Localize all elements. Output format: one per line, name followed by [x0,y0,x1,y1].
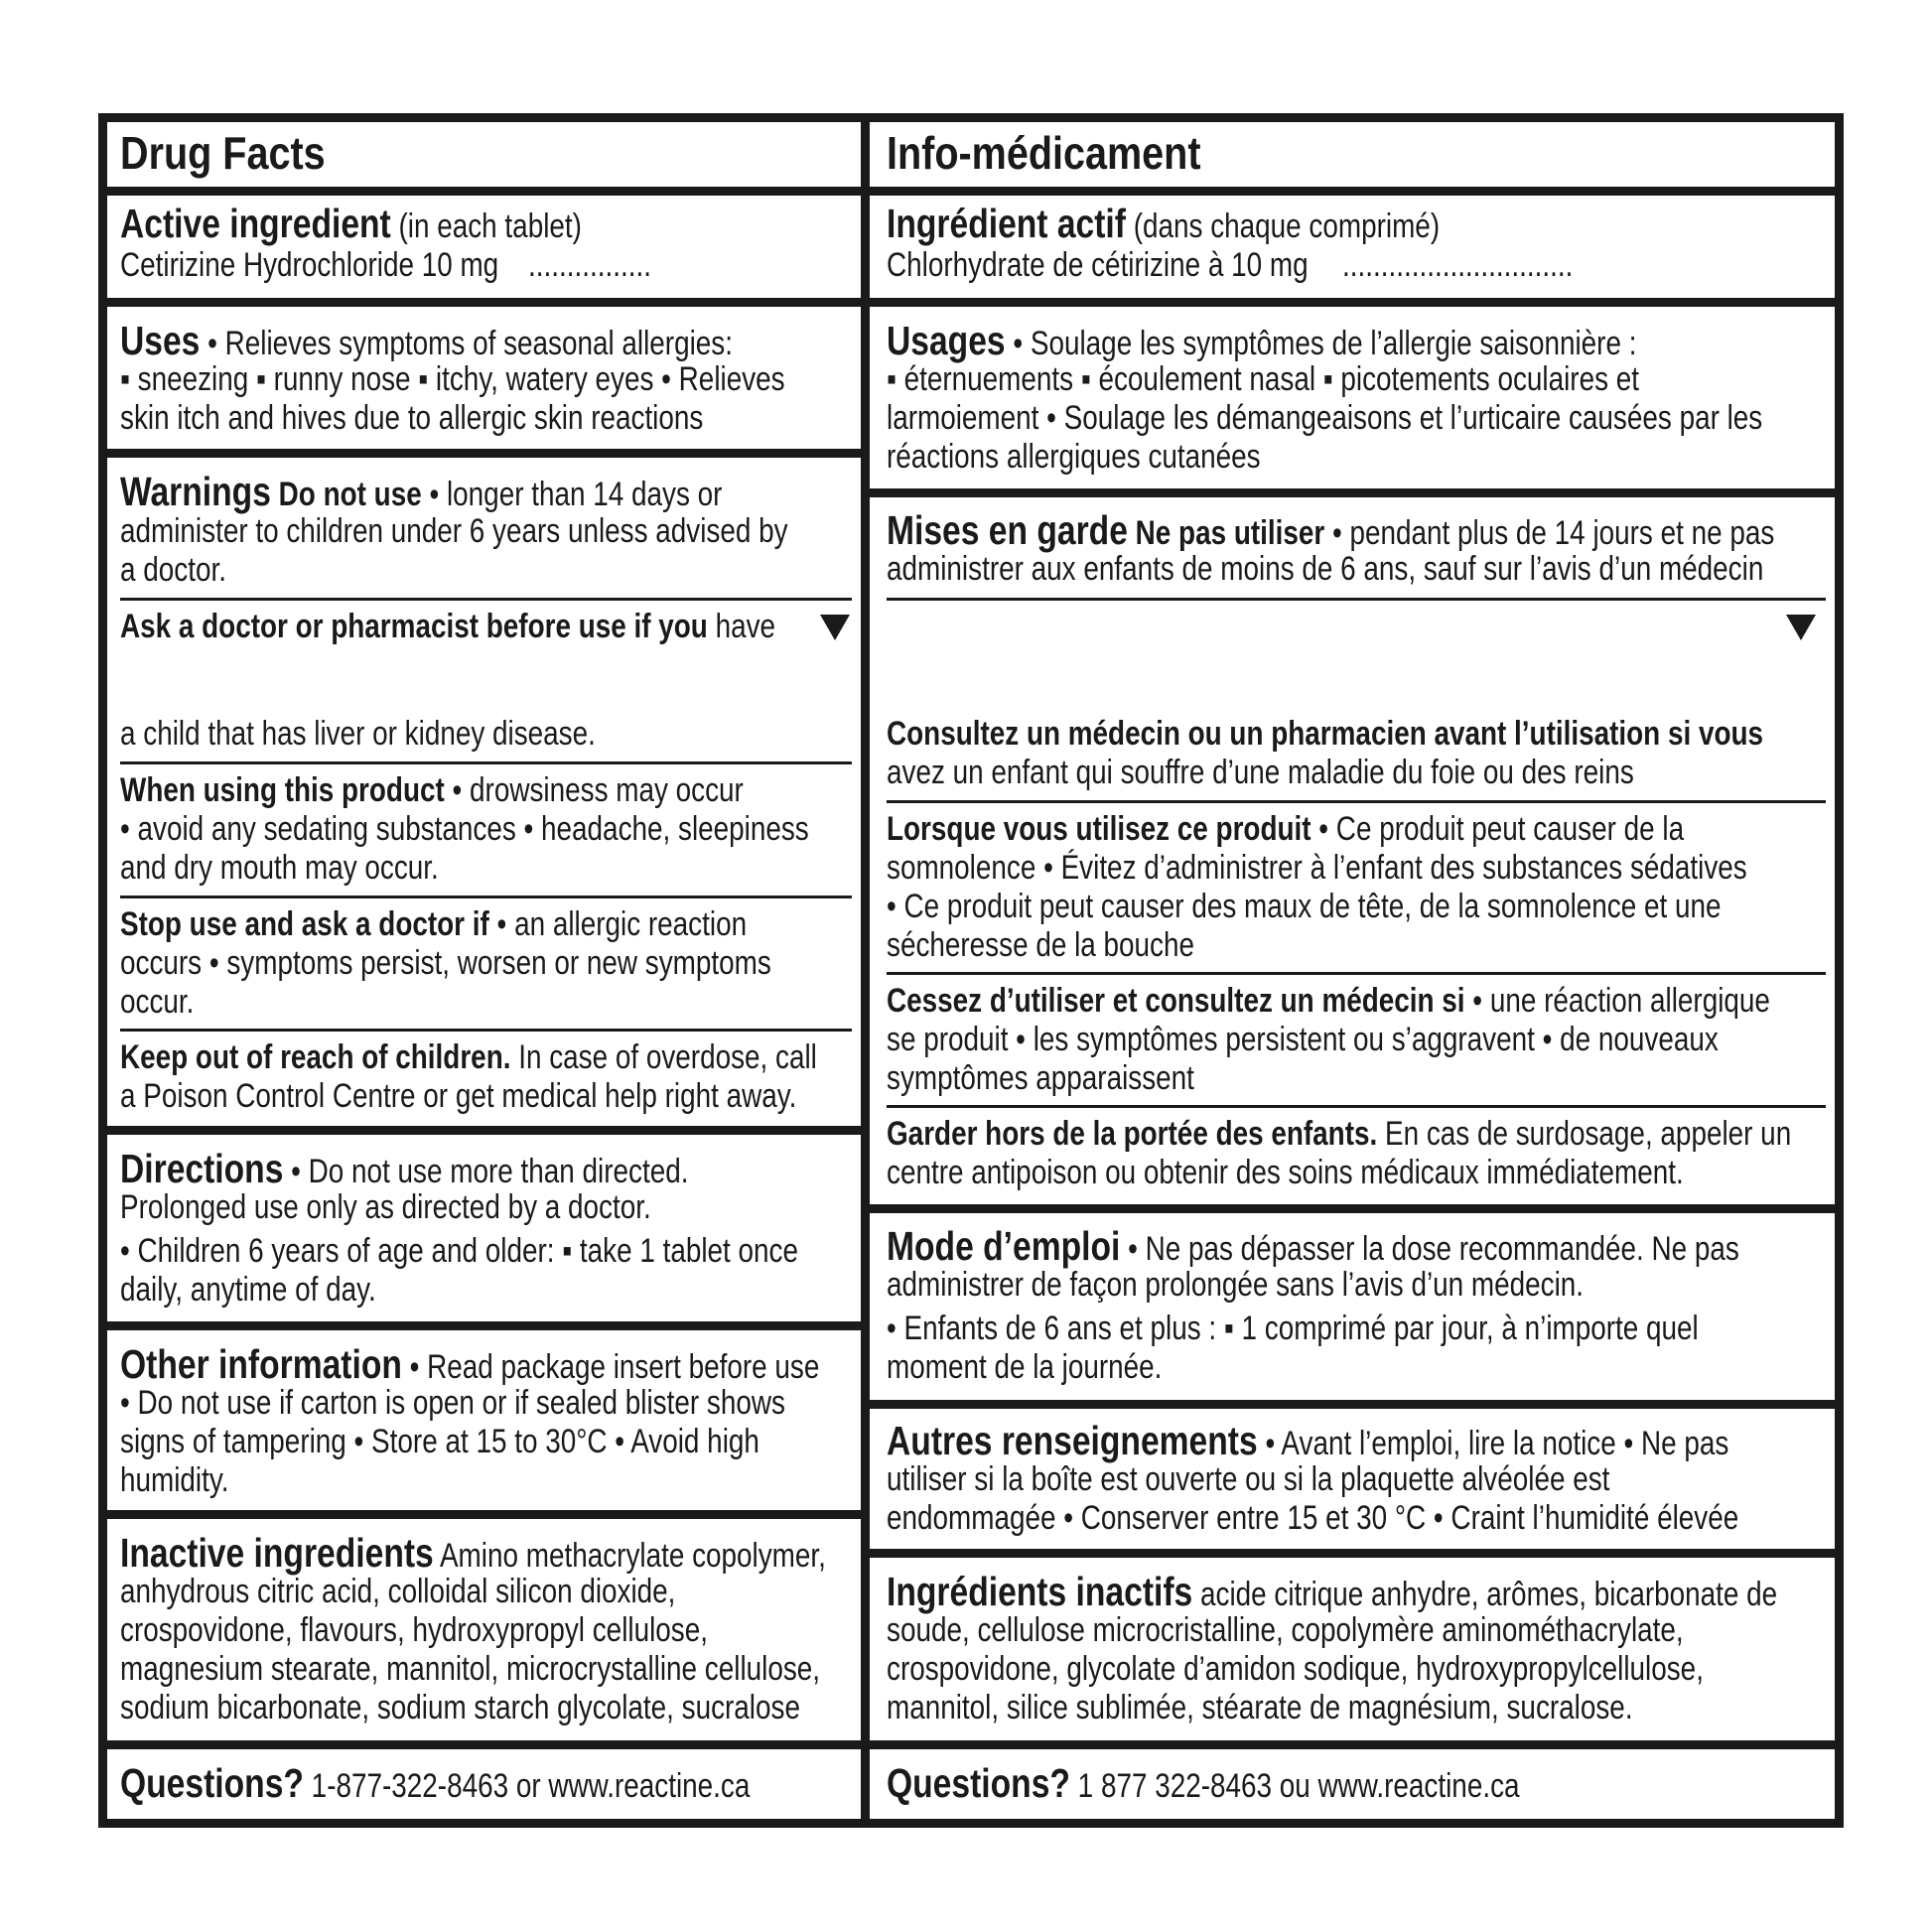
divider [861,298,1844,307]
divider [120,1029,852,1032]
divider [861,187,1844,196]
ask-doctor-continued: avez un enfant qui souffre d’une maladie du foie ou des reins [887,754,1634,791]
when-using-line-3: and dry mouth may occur. [120,849,439,887]
inactive-line-2: soude, cellulose microcristalline, copolymère aminométhacrylate, [887,1611,1684,1649]
divider [861,488,1844,497]
leader-dots: ................ [528,246,651,284]
keep-out-line-1: Keep out of reach of children. In case of overdose, call [120,1038,817,1076]
divider [887,800,1826,803]
divider [98,1510,870,1519]
keep-out-line-1: Garder hors de la portée des enfants. En cas de surdosage, appeler un [887,1115,1792,1153]
uses-line-1: Uses • Relieves symptoms of seasonal allergies: [120,318,733,363]
divider [861,1400,1844,1409]
inactive-line-3: crospovidone, flavours, hydroxypropyl cellulose, [120,1611,708,1649]
inactive-line-1: Ingrédients inactifs acide citrique anhydre, arômes, bicarbonate de [887,1569,1778,1614]
other-info-line-4: humidity. [120,1461,229,1499]
stop-use-line-2: occurs • symptoms persist, worsen or new symptoms [120,944,771,982]
inactive-line-4: magnesium stearate, mannitol, microcrystalline cellulose, [120,1650,821,1688]
inactive-line-2: anhydrous citric acid, colloidal silicon dioxide, [120,1573,676,1610]
directions-line-3: • Children 6 years of age and older: ▪ take 1 tablet once [120,1232,798,1270]
divider [98,298,870,307]
uses-line-3: skin itch and hives due to allergic skin reactions [120,399,704,437]
column-divider [861,113,870,1828]
divider [120,761,852,764]
stop-use-line-3: symptômes apparaissent [887,1059,1194,1097]
divider [120,598,852,601]
divider [861,1740,1844,1749]
leader-dots: .............................. [1342,246,1574,284]
active-ingredient-heading: Active ingredient (in each tablet) [120,201,582,246]
divider [98,187,870,196]
active-ingredient-heading: Ingrédient actif (dans chaque comprimé) [887,201,1441,246]
triangle-down-icon [1786,615,1816,640]
french-title: Info-médicament [887,127,1201,179]
other-info-line-2: utiliser si la boîte est ouverte ou si la plaquette alvéolée est [887,1460,1610,1498]
questions-line: Questions? 1-877-322-8463 or www.reactine.ca [120,1760,751,1806]
when-using-line-2: • avoid any sedating substances • headache, sleepiness [120,810,809,848]
stop-use-line-1: Cessez d’utiliser et consultez un médecin si • une réaction allergique [887,982,1770,1020]
uses-line-2: ▪ éternuements ▪ écoulement nasal ▪ picotements oculaires et [887,360,1640,398]
other-info-line-2: • Do not use if carton is open or if sealed blister shows [120,1384,785,1422]
keep-out-line-2: centre antipoison ou obtenir des soins médicaux immédiatement. [887,1154,1684,1191]
divider [120,896,852,898]
divider [861,1549,1844,1558]
inactive-line-1: Inactive ingredients Amino methacrylate copolymer, [120,1530,826,1576]
directions-line-1: Directions • Do not use more than directed. [120,1146,689,1191]
ask-doctor-line: Ask a doctor or pharmacist before use if you have [120,608,776,645]
when-using-line-3: • Ce produit peut causer des maux de tête, de la somnolence et une [887,888,1722,925]
other-info-line-3: endommagée • Conserver entre 15 et 30 °C • Craint l’humidité élevée [887,1499,1739,1537]
stop-use-line-1: Stop use and ask a doctor if • an allergic reaction [120,905,748,943]
uses-line-4: réactions allergiques cutanées [887,438,1261,476]
when-using-line-1: Lorsque vous utilisez ce produit • Ce produit peut causer de la [887,810,1685,848]
questions-line: Questions? 1 877 322-8463 ou www.reactine.ca [887,1760,1520,1806]
other-info-line-1: Autres renseignements • Avant l’emploi, lire la notice • Ne pas [887,1418,1729,1463]
divider [887,1105,1826,1108]
warnings-line-1: Warnings Do not use • longer than 14 days or [120,469,723,514]
inactive-line-3: crospovidone, glycolate d’amidon sodique, hydroxypropylcellulose, [887,1650,1704,1688]
ask-doctor-line: Consultez un médecin ou un pharmacien avant l’utilisation si vous [887,715,1764,753]
english-title: Drug Facts [120,127,326,179]
inactive-line-4: mannitol, silice sublimée, stéarate de magnésium, sucralose. [887,1689,1633,1726]
when-using-line-1: When using this product • drowsiness may occur [120,771,744,809]
other-info-line-1: Other information • Read package insert before use [120,1341,820,1387]
inactive-line-5: sodium bicarbonate, sodium starch glycolate, sucralose [120,1689,800,1726]
warnings-line-1: Mises en garde Ne pas utiliser • pendant plus de 14 jours et ne pas [887,507,1775,553]
divider [98,1321,870,1330]
warnings-line-3: a doctor. [120,551,226,589]
stop-use-line-3: occur. [120,983,195,1021]
directions-line-2: administrer de façon prolongée sans l’avis d’un médecin. [887,1266,1585,1304]
warnings-line-2: administer to children under 6 years unless advised by [120,512,788,550]
active-ingredient-name: Chlorhydrate de cétirizine à 10 mg [887,246,1309,284]
active-ingredient-name: Cetirizine Hydrochloride 10 mg [120,246,499,284]
triangle-down-icon [820,615,850,640]
divider [887,972,1826,975]
divider [887,598,1826,601]
uses-line-2: ▪ sneezing ▪ runny nose ▪ itchy, watery eyes • Relieves [120,360,785,398]
divider [98,1740,870,1749]
directions-line-4: moment de la journée. [887,1348,1163,1386]
divider [98,449,870,458]
directions-line-1: Mode d’emploi • Ne pas dépasser la dose recommandée. Ne pas [887,1223,1739,1269]
uses-line-1: Usages • Soulage les symptômes de l’allergie saisonnière : [887,318,1637,363]
when-using-line-4: sécheresse de la bouche [887,926,1194,964]
directions-line-4: daily, anytime of day. [120,1271,376,1309]
ask-doctor-continued: a child that has liver or kidney disease. [120,715,596,753]
keep-out-line-2: a Poison Control Centre or get medical help right away. [120,1077,797,1115]
warnings-line-2: administrer aux enfants de moins de 6 ans, sauf sur l’avis d’un médecin [887,550,1764,588]
directions-line-3: • Enfants de 6 ans et plus : ▪ 1 comprimé par jour, à n’importe quel [887,1310,1699,1347]
other-info-line-3: signs of tampering • Store at 15 to 30°C • Avoid high [120,1423,759,1460]
divider [861,1204,1844,1213]
divider [98,1126,870,1135]
stop-use-line-2: se produit • les symptômes persistent ou s’aggravent • de nouveaux [887,1021,1719,1058]
uses-line-3: larmoiement • Soulage les démangeaisons et l’urticaire causées par les [887,399,1763,437]
directions-line-2: Prolonged use only as directed by a doctor. [120,1188,651,1226]
when-using-line-2: somnolence • Évitez d’administrer à l’enfant des substances sédatives [887,849,1747,887]
